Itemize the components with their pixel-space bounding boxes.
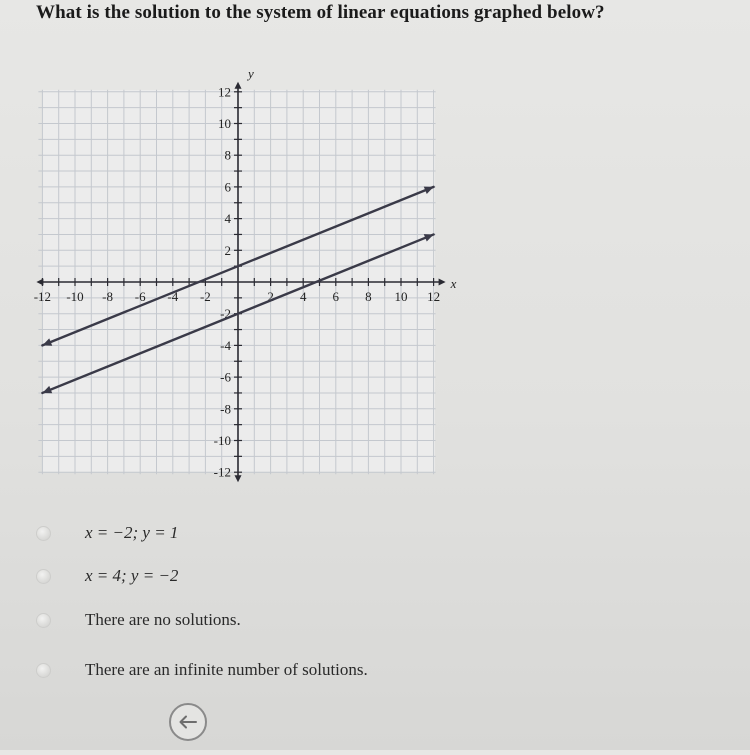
x-tick-label: -10 bbox=[66, 289, 84, 304]
question-text: What is the solution to the system of linear equations graphed below? bbox=[36, 2, 605, 23]
y-tick-label: 10 bbox=[218, 116, 231, 131]
choice-label: x = −2; y = 1 bbox=[85, 523, 179, 542]
y-tick-label: -12 bbox=[213, 464, 231, 480]
choice-label: x = 4; y = −2 bbox=[85, 566, 179, 585]
y-tick-label: 8 bbox=[224, 147, 231, 163]
x-tick-label: 6 bbox=[332, 289, 340, 304]
y-axis-arrow-down bbox=[235, 475, 242, 482]
y-tick-label: 4 bbox=[224, 211, 231, 227]
choice-option-2[interactable] bbox=[36, 562, 178, 590]
radio-button[interactable] bbox=[36, 613, 51, 628]
y-tick-label: 12 bbox=[218, 84, 231, 100]
radio-button[interactable] bbox=[36, 526, 51, 541]
y-tick-label: 6 bbox=[224, 179, 231, 195]
choice-option-4[interactable] bbox=[36, 656, 368, 684]
x-tick-label: 10 bbox=[394, 289, 408, 304]
radio-button[interactable] bbox=[36, 663, 51, 678]
x-tick-label: -12 bbox=[33, 289, 52, 304]
x-tick-label: -6 bbox=[134, 289, 146, 304]
x-tick-label: 2 bbox=[267, 289, 274, 304]
radio-button[interactable] bbox=[36, 569, 51, 584]
x-tick-label: 12 bbox=[427, 289, 441, 304]
y-tick-label: -10 bbox=[213, 433, 231, 448]
choice-option-1[interactable] bbox=[36, 519, 178, 547]
choice-option-3[interactable] bbox=[36, 606, 241, 634]
y-tick-label: -6 bbox=[220, 369, 231, 385]
y-tick-label: -4 bbox=[220, 337, 231, 353]
x-tick-label: 4 bbox=[299, 289, 307, 304]
y-tick-label: -8 bbox=[220, 401, 231, 417]
back-button[interactable] bbox=[169, 703, 207, 741]
y-tick-label: 2 bbox=[224, 242, 231, 258]
y-axis-arrow-up bbox=[235, 82, 242, 89]
x-tick-label: -8 bbox=[102, 289, 114, 304]
y-axis-label: y bbox=[248, 65, 254, 81]
x-tick-label: -4 bbox=[167, 289, 179, 304]
x-axis-arrow-right bbox=[439, 279, 446, 286]
choice-label: There are no solutions. bbox=[85, 610, 241, 629]
arrow-left-icon bbox=[178, 714, 198, 730]
x-tick-label: 8 bbox=[365, 289, 372, 304]
y-tick-label: -2 bbox=[220, 306, 231, 322]
choice-label: There are an infinite number of solutions. bbox=[85, 660, 368, 679]
x-tick-label: -2 bbox=[199, 289, 211, 304]
x-axis-label: x bbox=[450, 276, 457, 291]
